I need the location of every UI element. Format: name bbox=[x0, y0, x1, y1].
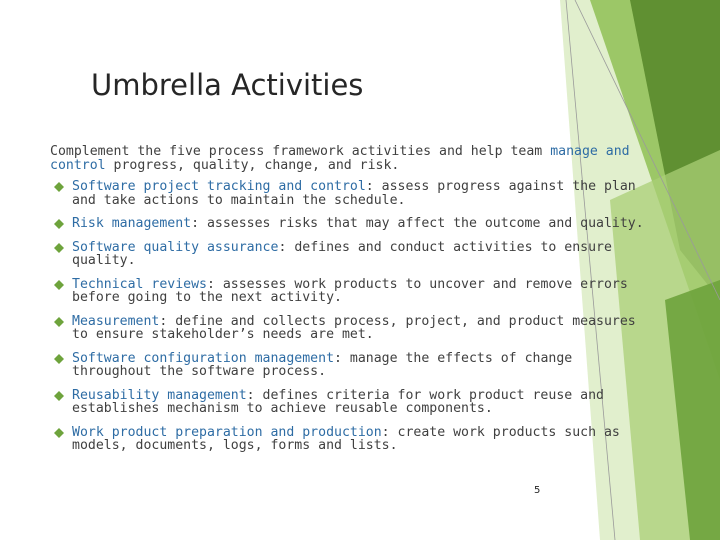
list-item bbox=[50, 278, 650, 305]
list-item bbox=[50, 389, 650, 416]
slide-body bbox=[50, 145, 650, 453]
list-item bbox=[50, 426, 650, 453]
item-desc: : manage the effects of change throughout the software process. bbox=[72, 350, 573, 379]
item-desc: : assesses work products to uncover and remove errors before going to the next activity. bbox=[72, 276, 628, 305]
diamond-bullet-icon bbox=[54, 280, 64, 290]
item-desc: : defines and conduct activities to ensure quality. bbox=[72, 239, 612, 268]
item-term: Technical reviews bbox=[72, 276, 207, 292]
list-item bbox=[50, 180, 650, 207]
intro-text-after: progress, quality, change, and risk. bbox=[113, 157, 400, 173]
item-term: Software quality assurance bbox=[72, 239, 279, 255]
item-term: Software project tracking and control bbox=[72, 179, 366, 194]
list-item bbox=[50, 241, 650, 268]
item-term: Work product preparation and production bbox=[72, 424, 382, 440]
list-item bbox=[50, 217, 650, 231]
item-term: Measurement bbox=[72, 313, 160, 329]
list-item bbox=[50, 315, 650, 342]
item-term: Risk management bbox=[72, 216, 192, 231]
list-item bbox=[50, 352, 650, 379]
diamond-bullet-icon bbox=[54, 428, 64, 438]
diamond-bullet-icon bbox=[54, 182, 64, 192]
item-desc: : create work products such as models, documents, logs, forms and lists. bbox=[72, 424, 620, 453]
diamond-bullet-icon bbox=[54, 219, 64, 229]
diamond-bullet-icon bbox=[54, 354, 64, 364]
item-desc: : assesses risks that may affect the outcome and quality. bbox=[191, 216, 644, 231]
item-term: Software configuration management bbox=[72, 350, 335, 366]
item-desc: : defines criteria for work product reuse and establishes mechanism to achieve reusable components. bbox=[72, 387, 604, 416]
intro-highlight: manage and control bbox=[50, 144, 630, 173]
slide-title: Umbrella Activities bbox=[91, 68, 364, 102]
item-desc: : assess progress against the plan and take actions to maintain the schedule. bbox=[72, 179, 636, 208]
diamond-bullet-icon bbox=[54, 243, 64, 253]
intro-text-before: Complement the five process framework activities and help team bbox=[50, 144, 543, 159]
intro-paragraph bbox=[50, 145, 650, 172]
page-number: 5 bbox=[534, 485, 541, 496]
item-term: Reusability management bbox=[72, 387, 247, 403]
diamond-bullet-icon bbox=[54, 391, 64, 401]
bullet-list bbox=[50, 180, 650, 453]
item-desc: : define and collects process, project, and product measures to ensure stakeholder’s needs are met. bbox=[72, 313, 636, 342]
diamond-bullet-icon bbox=[54, 317, 64, 327]
